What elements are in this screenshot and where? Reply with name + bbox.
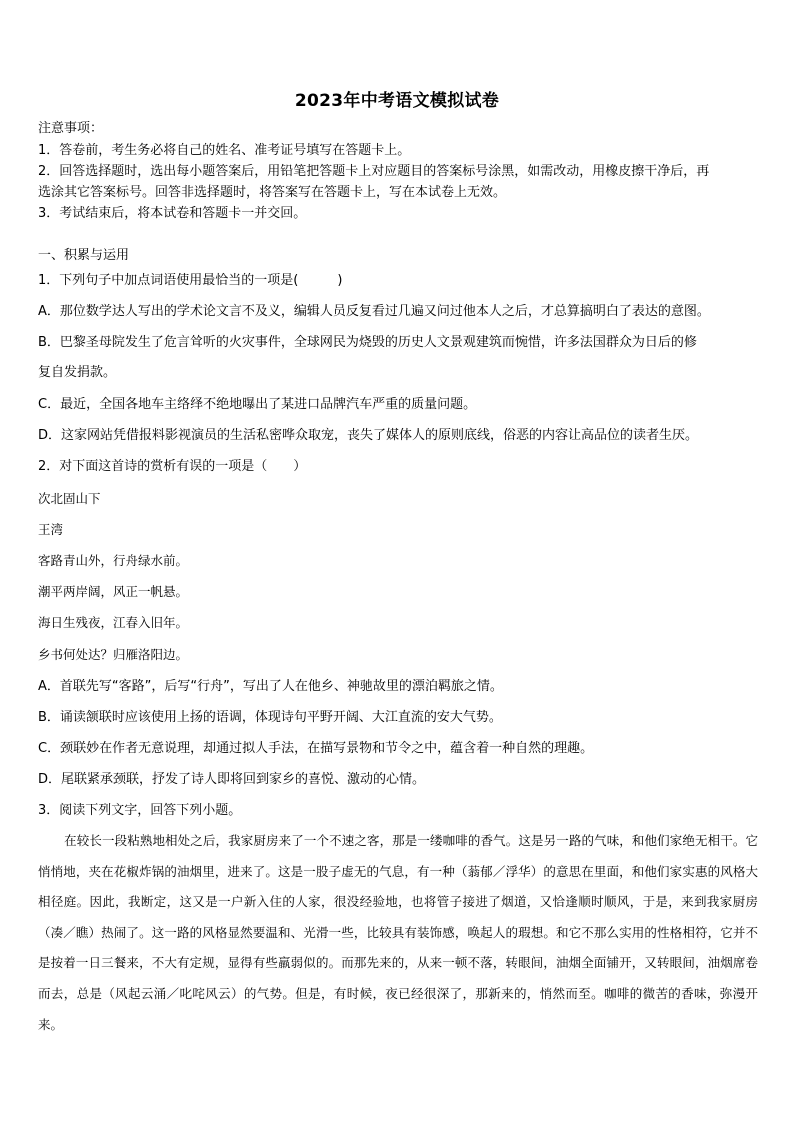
question-3-stem: 3．阅读下列文字，回答下列小题。 — [38, 803, 242, 818]
question-1-option-a: A．那位数学达人写出的学术论文言不及义，编辑人员反复看过几遍又问过他本人之后，才总算搞明白了表达的意图。 — [38, 304, 710, 319]
poem-title: 次北固山下 — [38, 491, 101, 506]
notice-item: 1．答卷前，考生务必将自己的姓名、准考证号填写在答题卡上。 — [38, 143, 411, 158]
poem-line: 潮平两岸阔，风正一帆悬。 — [38, 584, 189, 599]
reading-passage-text: 在较长一段粘熟地相处之后，我家厨房来了一个不速之客，那是一缕咖啡的香气。这是另一路的气味，和他们家绝无相干。它悄悄地，夹在花椒炸锅的油烟里，进来了。这是一股子虚无的气息，有一种（蓊郁／浮华）的意思在里面，和他们家实惠的风格大相径庭。因此，我断定，这又是一户新入住的人家，很没经验地，也将管子接进了烟道，又恰逢顺时顺风，于是，来到我家厨房（凑／瞧）热闹了。这一路的风格显然要温和、光滑一些，比较具有装饰感，唤起人的瑕想。和它不那么实用的性格相符，它并不是按着一日三餐来，不大有定规，显得有些羸弱似的。而那先来的，从来一顿不落，转眼间，油烟全面铺开，又转眼间，油烟席卷而去，总是（风起云涌／叱咤风云）的气势。但是，有时候，夜已经很深了，那新来的，悄然而至。咖啡的微苦的香味，弥漫开来。 — [38, 833, 758, 1032]
reading-passage — [38, 826, 758, 1040]
question-2-option-c: C．颈联妙在作者无意说理，却通过拟人手法，在描写景物和节令之中，蕴含着一种自然的理趣。 — [38, 741, 594, 756]
poem-line: 乡书何处达？归雁洛阳边。 — [38, 647, 189, 662]
question-1-option-b-cont: 复自发捐款。 — [38, 365, 117, 380]
section-title: 一、积累与运用 — [38, 248, 130, 263]
poem-author: 王湾 — [38, 522, 64, 537]
notice-item: 2．回答选择题时，选出每小题答案后，用铅笔把答题卡上对应题目的答案标号涂黑，如需改动，用橡皮擦干净后，再 — [38, 164, 710, 179]
question-1-stem: 1．下列句子中加点词语使用最恰当的一项是( ) — [38, 273, 343, 288]
poem-line: 客路青山外，行舟绿水前。 — [38, 553, 189, 568]
page-title: 2023年中考语文模拟试卷 — [294, 91, 500, 111]
notice-heading: 注意事项： — [38, 121, 104, 136]
notice-item: 选涂其它答案标号。回答非选择题时，将答案写在答题卡上，写在本试卷上无效。 — [38, 185, 507, 200]
question-1-option-b: B．巴黎圣母院发生了危言耸听的火灾事件，全球网民为烧毁的历史人文景观建筑而惋惜，许多法国群众为日后的修 — [38, 335, 697, 350]
question-2-stem: 2．对下面这首诗的赏析有误的一项是（ ） — [38, 459, 307, 474]
question-1-option-d: D．这家网站凭借报料影视演员的生活私密哗众取宠，丧失了媒体人的原则底线，俗恶的内容让高品位的读者生厌。 — [38, 428, 699, 443]
question-2-option-b: B．诵读颔联时应该使用上扬的语调，体现诗句平野开阔、大江直流的安大气势。 — [38, 710, 502, 725]
question-2-option-a: A．首联先写“客路”，后写“行舟”，写出了人在他乡、神驰故里的漂泊羁旅之情。 — [38, 679, 503, 694]
notice-item: 3．考试结束后，将本试卷和答题卡一并交回。 — [38, 206, 307, 221]
question-2-option-d: D．尾联紧承颈联，抒发了诗人即将回到家乡的喜悦、激动的心情。 — [38, 772, 426, 787]
question-1-option-c: C．最近，全国各地车主络绎不绝地曝出了某进口品牌汽车严重的质量问题。 — [38, 397, 477, 412]
poem-line: 海日生残夜，江春入旧年。 — [38, 615, 189, 630]
